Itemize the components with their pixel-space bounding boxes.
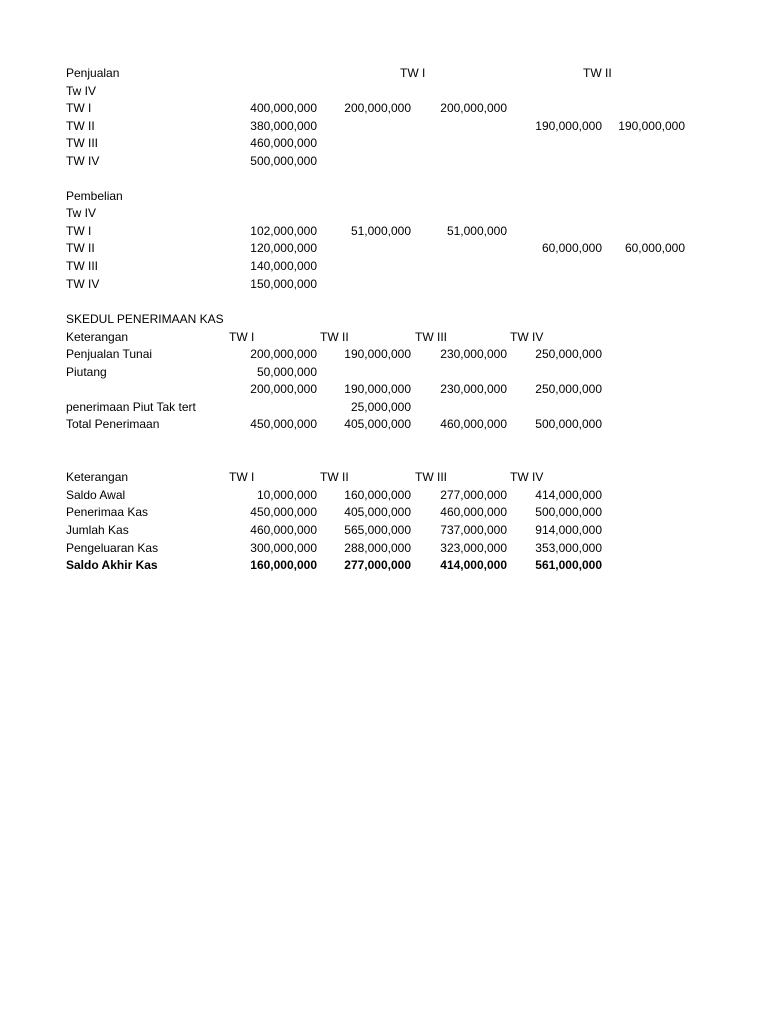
- pembelian-prev-row: [0, 205, 768, 222]
- pembelian-row: [0, 223, 768, 240]
- kas-row: [0, 540, 768, 557]
- row-value: 250,000,000: [535, 347, 602, 361]
- row-value: 277,000,000: [440, 488, 507, 502]
- row-value: 737,000,000: [440, 523, 507, 537]
- row-label: Penjualan Tunai: [66, 347, 153, 361]
- row-label: Total Penerimaan: [66, 417, 160, 431]
- row-value: 323,000,000: [440, 541, 507, 555]
- row-label: TW III: [66, 136, 98, 150]
- pembelian-row: [0, 276, 768, 293]
- row-label: TW I: [66, 101, 92, 115]
- row-value: 200,000,000: [250, 382, 317, 396]
- row-value: 500,000,000: [535, 417, 602, 431]
- row-value: 353,000,000: [535, 541, 602, 555]
- row-value: 450,000,000: [250, 505, 317, 519]
- skedul-header-row: [0, 329, 768, 346]
- skedul-header-tw4: TW IV: [510, 330, 544, 344]
- row-label: Pengeluaran Kas: [66, 541, 159, 555]
- row-value: 190,000,000: [344, 382, 411, 396]
- row-label: TW II: [66, 241, 95, 255]
- skedul-header-keterangan: Keterangan: [66, 330, 129, 344]
- penjualan-row: [0, 100, 768, 117]
- row-value: 50,000,000: [256, 365, 317, 379]
- row-value: 51,000,000: [446, 224, 507, 238]
- kas-header-row: [0, 469, 768, 486]
- skedul-title: SKEDUL PENERIMAAN KAS: [66, 312, 224, 326]
- kas-row: [0, 522, 768, 539]
- pembelian-row: [0, 258, 768, 275]
- row-value: 10,000,000: [256, 488, 317, 502]
- row-label: Jumlah Kas: [66, 523, 129, 537]
- kas-header-tw3: TW III: [415, 470, 447, 484]
- row-value: 288,000,000: [344, 541, 411, 555]
- row-value: 914,000,000: [535, 523, 602, 537]
- kas-header-keterangan: Keterangan: [66, 470, 129, 484]
- row-value: 60,000,000: [541, 241, 602, 255]
- pembelian-header-row: [0, 188, 768, 205]
- penjualan-row: [0, 153, 768, 170]
- row-total: 120,000,000: [250, 241, 317, 255]
- row-value: 200,000,000: [344, 101, 411, 115]
- row-label: TW I: [66, 224, 92, 238]
- row-label: Saldo Akhir Kas: [66, 558, 158, 572]
- penjualan-row: [0, 135, 768, 152]
- row-total: 102,000,000: [250, 224, 317, 238]
- row-value: 561,000,000: [535, 558, 602, 572]
- skedul-header-tw2: TW II: [320, 330, 349, 344]
- row-value: 405,000,000: [344, 505, 411, 519]
- penjualan-prev-row: [0, 83, 768, 100]
- penjualan-header-row: [0, 65, 768, 82]
- row-total: 380,000,000: [250, 119, 317, 133]
- row-label: TW IV: [66, 277, 100, 291]
- row-label: Saldo Awal: [66, 488, 126, 502]
- row-value: 230,000,000: [440, 347, 507, 361]
- row-total: 400,000,000: [250, 101, 317, 115]
- row-label: TW IV: [66, 154, 100, 168]
- row-value: 460,000,000: [250, 523, 317, 537]
- row-value: 190,000,000: [618, 119, 685, 133]
- row-value: 230,000,000: [440, 382, 507, 396]
- kas-row: [0, 504, 768, 521]
- row-label: Penerimaa Kas: [66, 505, 149, 519]
- row-value: 25,000,000: [350, 400, 411, 414]
- skedul-row: [0, 399, 768, 416]
- row-value: 160,000,000: [250, 558, 317, 572]
- row-value: 565,000,000: [344, 523, 411, 537]
- penjualan-title: Penjualan: [66, 66, 120, 80]
- row-value: 51,000,000: [350, 224, 411, 238]
- row-value: 460,000,000: [440, 417, 507, 431]
- row-value: 190,000,000: [535, 119, 602, 133]
- row-value: 460,000,000: [440, 505, 507, 519]
- row-value: 190,000,000: [344, 347, 411, 361]
- skedul-row: [0, 364, 768, 381]
- row-label: TW III: [66, 259, 98, 273]
- row-value: 300,000,000: [250, 541, 317, 555]
- skedul-row: [0, 381, 768, 398]
- row-value: 450,000,000: [250, 417, 317, 431]
- row-value: 200,000,000: [250, 347, 317, 361]
- penjualan-row: [0, 118, 768, 135]
- skedul-header-tw3: TW III: [415, 330, 447, 344]
- kas-header-tw4: TW IV: [510, 470, 544, 484]
- row-total: 500,000,000: [250, 154, 317, 168]
- row-label: TW II: [66, 119, 95, 133]
- row-value: 277,000,000: [344, 558, 411, 572]
- row-label: Piutang: [66, 365, 107, 379]
- row-label: penerimaan Piut Tak tert: [66, 400, 196, 414]
- skedul-total-row: [0, 416, 768, 433]
- kas-header-tw1: TW I: [229, 470, 255, 484]
- row-total: 460,000,000: [250, 136, 317, 150]
- skedul-row: [0, 346, 768, 363]
- row-value: 405,000,000: [344, 417, 411, 431]
- skedul-title-row: [0, 311, 768, 328]
- penjualan-col-tw1: TW I: [400, 66, 426, 80]
- kas-row: [0, 487, 768, 504]
- row-value: 200,000,000: [440, 101, 507, 115]
- pembelian-row: [0, 240, 768, 257]
- row-value: 414,000,000: [440, 558, 507, 572]
- kas-header-tw2: TW II: [320, 470, 349, 484]
- row-value: 414,000,000: [535, 488, 602, 502]
- row-value: 60,000,000: [624, 241, 685, 255]
- penjualan-col-tw2: TW II: [583, 66, 612, 80]
- pembelian-title: Pembelian: [66, 189, 123, 203]
- row-total: 140,000,000: [250, 259, 317, 273]
- row-total: 150,000,000: [250, 277, 317, 291]
- row-value: 500,000,000: [535, 505, 602, 519]
- row-value: 160,000,000: [344, 488, 411, 502]
- row-value: 250,000,000: [535, 382, 602, 396]
- penjualan-prev-label: Tw IV: [66, 84, 97, 98]
- skedul-header-tw1: TW I: [229, 330, 255, 344]
- kas-saldo-akhir-row: [0, 557, 768, 574]
- pembelian-prev-label: Tw IV: [66, 206, 97, 220]
